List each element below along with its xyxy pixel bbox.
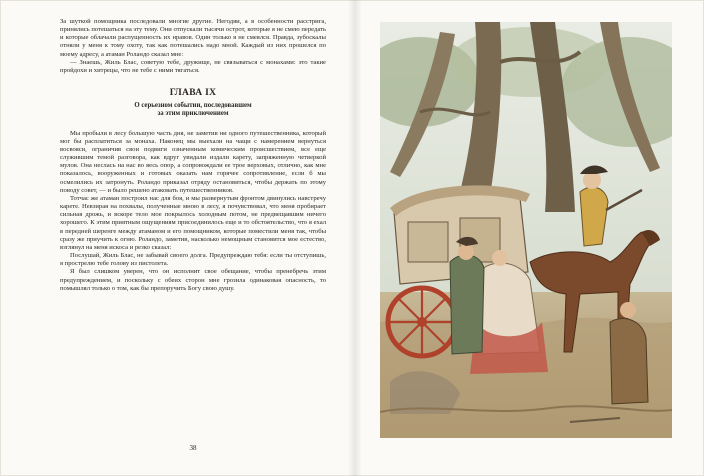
illustration-carriage-attack [380, 22, 672, 438]
left-page [60, 18, 326, 458]
paragraph: — Знаешь, Жиль Блас, советую тебе, дружище, не связываться с монахами: это такие пройдохи и хитрецы, что не тебе с ними тягаться. [60, 58, 326, 74]
paragraph: Послушай, Жиль Блас, не забывай своего долга. Предупреждаю тебя: если ты отступишь, я прострелю тебе голову из пистолета. [60, 252, 326, 268]
paragraph: За шуткой помощника последовали многие другие. Негодяи, а в особенности расстрига, принялись потешаться на эту тему. Они отпускали тысячи острот, которые я не смею передать и которые облачали распущенность их нравов. Один только я не смеялся. Правда, зубоскалы отняли у меня к тому охоту, так как потешались надо мной. Каждый из них прошелся по моему адресу, а атаман Роландо сказал мне: [60, 18, 326, 58]
chapter-subtitle-line: О серьезном событии, последовавшем [134, 102, 252, 110]
paragraph: Тотчас же атаман построил нас для боя, и мы развернутым фронтом двинулись навстречу карете. Невзирая на похвалы, полученные мною в лесу, я почувствовал, что меня пробирает сильная дрожь, и вскоре тело мое покрылось холодным потом, не предвещавшим ничего хорошего. К этим приятным ощущениям присоединилось еще и то обстоятельство, что я ехал в передней шеренге между атаманом и его помощником, которые поместили меня так, чтобы сразу же приучить к огню. Роландо, заметив, насколько немощным становится мое естество, взглянул на меня искоса и резко сказал: [60, 194, 326, 251]
book-gutter [348, 0, 362, 476]
paragraph: Я был слишком уверен, что он исполнит свое обещание, чтобы пренебречь этим предупреждением, и поскольку с обеих сторон мне грозила одинаковая опасность, то помышлял только о том, как бы препоручить Богу свою душу. [60, 268, 326, 292]
page-number: 38 [189, 444, 197, 452]
paragraph: Мы пробыли в лесу большую часть дня, не заметив ни одного путешественника, который мог бы расплатиться за монаха. Наконец мы выехали на чащи с намерением вернуться восвояси, ограничив свои подвиги означенным комическим происшествием, все еще служившим темой разговора, как вдруг увидали издали карету, запряженную четверкой мулов. Она неслась на нас во весь опор, а сопровождали ее трое верховых, отлично, как мне показалось, вооруженных и готовых оказать нам горячее сопротивление, если б мы осмелились их затронуть. Роландо приказал отряду остановиться, чтобы держать по этому поводу совет, — и было решено атаковать путешественников. [60, 129, 326, 194]
chapter-subtitle-line: за этим приключением [157, 110, 229, 118]
chapter-subtitle [60, 102, 326, 119]
chapter-title: ГЛАВА IX [169, 88, 217, 99]
